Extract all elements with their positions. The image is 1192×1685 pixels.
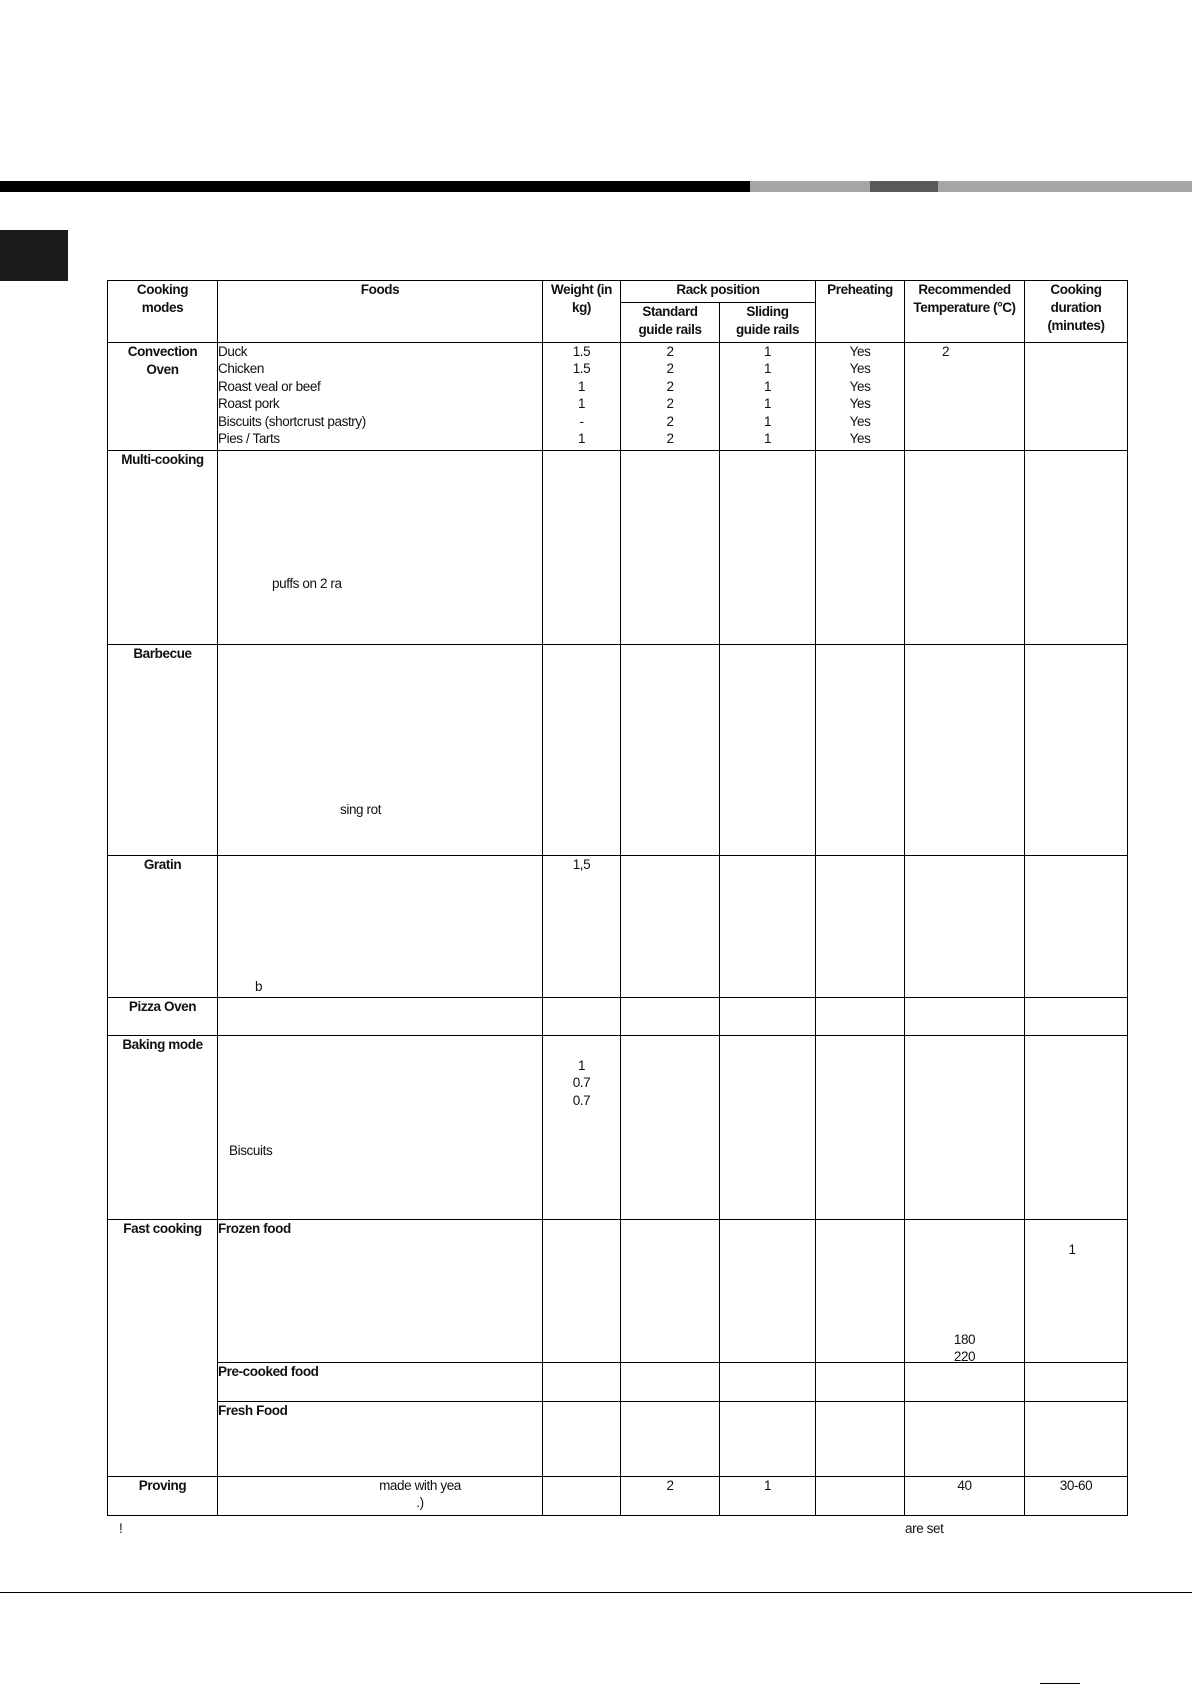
pizza-duration <box>1025 998 1128 1036</box>
proving-standard: 2 <box>621 1477 720 1516</box>
row-fast-cooking-fresh <box>108 1402 1128 1477</box>
precooked-temperature <box>905 1363 1025 1402</box>
fast-frozen-label: Frozen food <box>218 1220 543 1363</box>
row-pizza-oven <box>108 998 1128 1036</box>
sliding-rail-value: 1 <box>763 396 772 412</box>
temperature-value: 2 <box>942 344 950 359</box>
proving-weight <box>543 1477 621 1516</box>
standard-rail-value: 2 <box>666 413 674 429</box>
header-bar-dark-grey <box>870 181 938 192</box>
proving-preheating <box>816 1477 905 1516</box>
food-item: Biscuits <box>229 1143 273 1158</box>
header-sliding-rails: Sliding guide rails <box>720 303 816 343</box>
row-gratin <box>108 856 1128 998</box>
pizza-foods <box>218 998 543 1036</box>
fresh-weight <box>543 1402 621 1477</box>
mode-baking: Baking mode <box>108 1036 218 1220</box>
header-preheating: Preheating <box>816 281 905 343</box>
food-item: Biscuits (shortcrust pastry) <box>218 413 366 429</box>
header-bar-black <box>0 181 750 192</box>
food-item: Duck <box>218 344 248 359</box>
food-item: .) <box>416 1495 424 1511</box>
fresh-duration <box>1025 1402 1128 1477</box>
cooking-table <box>107 280 1128 1516</box>
sliding-rail-value: 1 <box>763 378 772 394</box>
preheating-value: Yes <box>849 378 871 394</box>
mode-barbecue: Barbecue <box>108 645 218 856</box>
weight-value: 1 <box>577 378 586 394</box>
multi-standard <box>621 451 720 645</box>
gratin-standard <box>621 856 720 998</box>
mode-pizza-oven: Pizza Oven <box>108 998 218 1036</box>
proving-foods <box>218 1477 543 1516</box>
sliding-rail-value: 1 <box>763 413 772 429</box>
frozen-weight <box>543 1220 621 1363</box>
header-cooking-modes: Cooking modes <box>108 281 218 343</box>
header-bar-grey <box>750 181 870 192</box>
food-item: made with yea <box>379 1478 461 1493</box>
baking-standard <box>621 1036 720 1220</box>
row-baking-mode <box>108 1036 1128 1220</box>
baking-weights <box>543 1036 621 1220</box>
convection-preheating <box>816 343 905 451</box>
row-barbecue <box>108 645 1128 856</box>
convection-foods <box>218 343 543 451</box>
preheating-value: Yes <box>849 361 871 377</box>
multi-foods <box>218 451 543 645</box>
fresh-temperature <box>905 1402 1025 1477</box>
fast-precooked-label: Pre-cooked food <box>218 1363 543 1402</box>
baking-preheating <box>816 1036 905 1220</box>
frozen-standard <box>621 1220 720 1363</box>
precooked-weight <box>543 1363 621 1402</box>
convection-temperature <box>905 343 1025 451</box>
header-temperature: Recommended Temperature (°C) <box>905 281 1025 343</box>
row-proving <box>108 1477 1128 1516</box>
sliding-rail-value: 1 <box>763 361 772 377</box>
convection-weights <box>543 343 621 451</box>
food-item: puffs on 2 ra <box>272 576 342 591</box>
preheating-value: Yes <box>849 344 871 359</box>
gratin-foods <box>218 856 543 998</box>
preheating-value: Yes <box>849 413 871 429</box>
food-item: sing rot <box>340 802 382 817</box>
fast-fresh-label: Fresh Food <box>218 1402 543 1477</box>
row-multi-cooking <box>108 451 1128 645</box>
preheating-value: Yes <box>849 431 871 447</box>
proving-sliding: 1 <box>720 1477 816 1516</box>
weight-value: 1.5 <box>572 361 591 377</box>
row-fast-cooking-precooked <box>108 1363 1128 1402</box>
proving-temperature: 40 <box>905 1477 1025 1516</box>
frozen-duration <box>1025 1220 1128 1363</box>
bottom-divider <box>1040 1683 1080 1684</box>
frozen-preheating <box>816 1220 905 1363</box>
temperature-value: 220 <box>953 1349 976 1364</box>
pizza-temperature <box>905 998 1025 1036</box>
pizza-preheating <box>816 998 905 1036</box>
multi-preheating <box>816 451 905 645</box>
precooked-preheating <box>816 1363 905 1402</box>
standard-rail-value: 2 <box>666 344 674 359</box>
multi-sliding <box>720 451 816 645</box>
weight-value: 1 <box>577 431 586 447</box>
mode-convection-oven: Convection Oven <box>108 343 218 451</box>
fresh-standard <box>621 1402 720 1477</box>
weight-value: 1 <box>577 1058 586 1073</box>
header-rack-position: Rack position <box>621 281 816 303</box>
duration-value: 1 <box>1068 1242 1076 1257</box>
mode-proving: Proving <box>108 1477 218 1516</box>
standard-rail-value: 2 <box>666 431 674 447</box>
mode-multi-cooking: Multi-cooking <box>108 451 218 645</box>
fresh-preheating <box>816 1402 905 1477</box>
footer-divider <box>0 1592 1192 1593</box>
precooked-duration <box>1025 1363 1128 1402</box>
precooked-standard <box>621 1363 720 1402</box>
header-weight: Weight (in kg) <box>543 281 621 343</box>
weight-value: 0.7 <box>572 1075 591 1091</box>
gratin-duration <box>1025 856 1128 998</box>
standard-rail-value: 2 <box>666 396 674 412</box>
preheating-value: Yes <box>849 396 871 412</box>
gratin-sliding <box>720 856 816 998</box>
multi-duration <box>1025 451 1128 645</box>
gratin-weight: 1,5 <box>543 856 621 998</box>
food-item: Pies / Tarts <box>218 431 280 447</box>
weight-value: 1.5 <box>572 344 591 359</box>
standard-rail-value: 2 <box>666 378 674 394</box>
multi-weight <box>543 451 621 645</box>
convection-duration <box>1025 343 1128 451</box>
weight-value: 1 <box>577 396 586 412</box>
frozen-sliding <box>720 1220 816 1363</box>
mode-fast-cooking: Fast cooking <box>108 1220 218 1477</box>
barbecue-foods <box>218 645 543 856</box>
pizza-standard <box>621 998 720 1036</box>
baking-temperature <box>905 1036 1025 1220</box>
row-convection-oven <box>108 343 1128 451</box>
barbecue-weight <box>543 645 621 856</box>
header-standard-rails: Standard guide rails <box>621 303 720 343</box>
header-duration: Cooking duration (minutes) <box>1025 281 1128 343</box>
precooked-sliding <box>720 1363 816 1402</box>
temperature-value: 180 <box>953 1332 976 1347</box>
convection-standard <box>621 343 720 451</box>
barbecue-sliding <box>720 645 816 856</box>
footnote-mark: ! <box>119 1521 123 1536</box>
baking-sliding <box>720 1036 816 1220</box>
barbecue-standard <box>621 645 720 856</box>
food-item: Roast pork <box>218 396 280 412</box>
gratin-preheating <box>816 856 905 998</box>
food-item: Chicken <box>218 361 264 377</box>
convection-sliding <box>720 343 816 451</box>
weight-value: 0.7 <box>572 1092 591 1108</box>
food-item: b <box>255 979 263 994</box>
baking-duration <box>1025 1036 1128 1220</box>
multi-temperature <box>905 451 1025 645</box>
proving-duration: 30-60 <box>1025 1477 1128 1516</box>
footnote-text: are set <box>905 1521 944 1536</box>
gratin-temperature <box>905 856 1025 998</box>
weight-value: - <box>579 413 584 429</box>
mode-gratin: Gratin <box>108 856 218 998</box>
frozen-temperature <box>905 1220 1025 1363</box>
sliding-rail-value: 1 <box>763 344 772 359</box>
row-fast-cooking-frozen <box>108 1220 1128 1363</box>
barbecue-preheating <box>816 645 905 856</box>
pizza-sliding <box>720 998 816 1036</box>
fresh-sliding <box>720 1402 816 1477</box>
barbecue-duration <box>1025 645 1128 856</box>
header-foods: Foods <box>218 281 543 343</box>
barbecue-temperature <box>905 645 1025 856</box>
baking-foods <box>218 1036 543 1220</box>
section-tab <box>0 230 68 281</box>
food-item: Roast veal or beef <box>218 378 321 394</box>
sliding-rail-value: 1 <box>763 431 772 447</box>
pizza-weight <box>543 998 621 1036</box>
standard-rail-value: 2 <box>666 361 674 377</box>
header-bar-light-grey <box>938 181 1192 192</box>
